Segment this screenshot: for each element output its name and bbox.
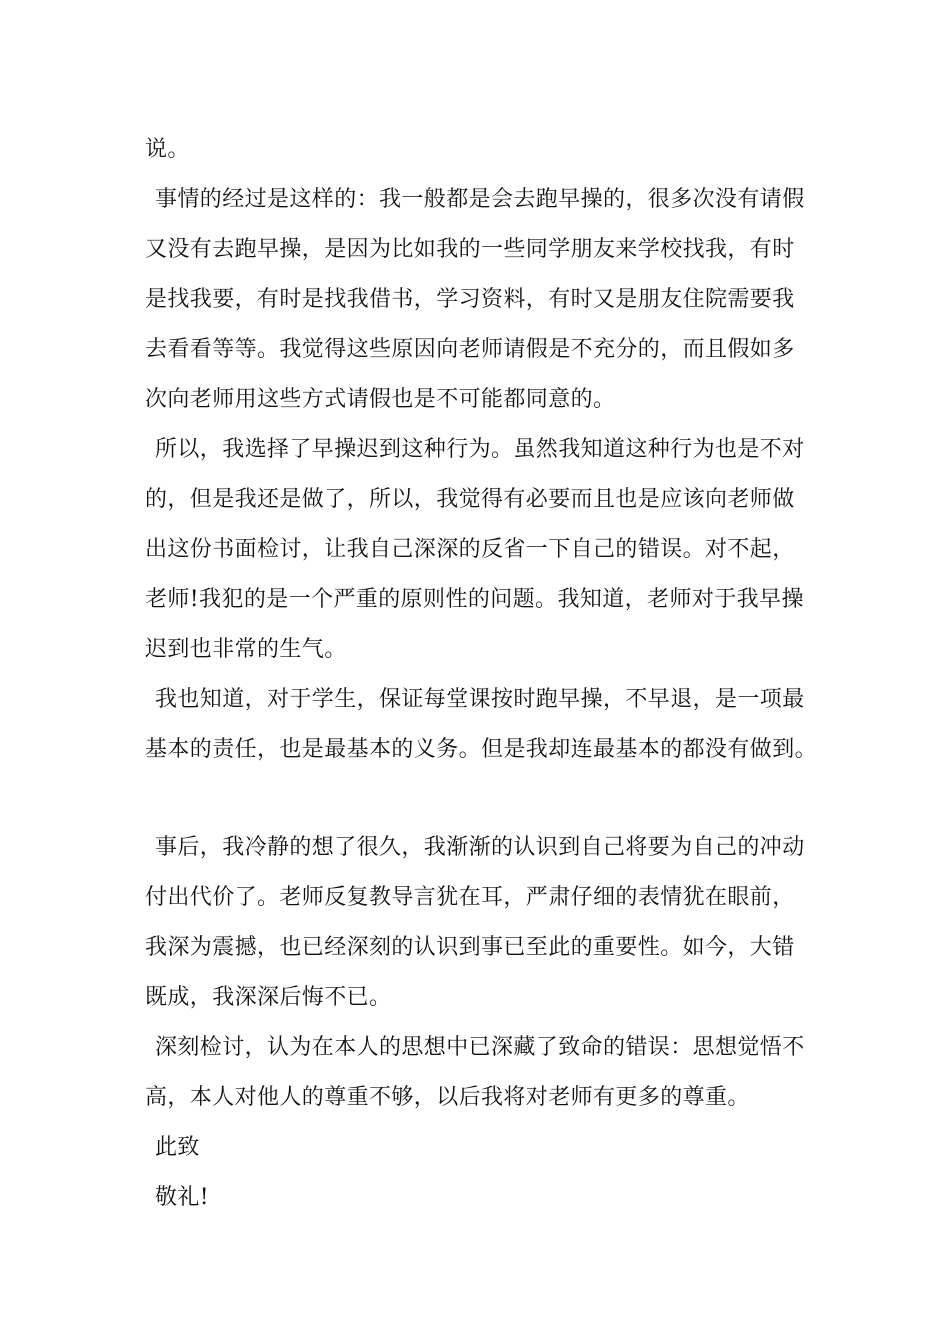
paragraph-start-line: 所以，我选择了早操迟到这种行为。虽然我知道这种行为也是不对 bbox=[155, 437, 805, 462]
text-line: 老师!我犯的是一个严重的原则性的问题。我知道，老师对于我早操 bbox=[145, 587, 804, 612]
text-line: 迟到也非常的生气。 bbox=[145, 637, 347, 662]
text-line: 说。 bbox=[145, 137, 190, 162]
closing-regards: 敬礼! bbox=[155, 1185, 210, 1210]
paragraph-start-line: 我也知道，对于学生，保证每堂课按时跑早操，不早退，是一项最 bbox=[155, 687, 805, 712]
paragraph-start-line: 事情的经过是这样的：我一般都是会去跑早操的，很多次没有请假 bbox=[155, 187, 805, 212]
closing-salutation: 此致 bbox=[155, 1135, 200, 1160]
paragraph-start-line: 事后，我冷静的想了很久，我渐渐的认识到自己将要为自己的冲动 bbox=[155, 835, 805, 860]
text-line: 是找我要，有时是找我借书，学习资料，有时又是朋友住院需要我 bbox=[145, 287, 795, 312]
text-line: 去看看等等。我觉得这些原因向老师请假是不充分的，而且假如多 bbox=[145, 337, 795, 362]
paragraph-start-line: 深刻检讨，认为在本人的思想中已深藏了致命的错误：思想觉悟不 bbox=[155, 1035, 805, 1060]
text-line: 高，本人对他人的尊重不够，以后我将对老师有更多的尊重。 bbox=[145, 1085, 750, 1110]
text-line: 我深为震撼，也已经深刻的认识到事已至此的重要性。如今，大错 bbox=[145, 935, 795, 960]
text-line: 又没有去跑早操，是因为比如我的一些同学朋友来学校找我，有时 bbox=[145, 237, 795, 262]
text-line: 基本的责任，也是最基本的义务。但是我却连最基本的都没有做到。 bbox=[145, 737, 818, 762]
text-line: 的，但是我还是做了，所以，我觉得有必要而且也是应该向老师做 bbox=[145, 487, 795, 512]
text-line: 出这份书面检讨，让我自己深深的反省一下自己的错误。对不起， bbox=[145, 537, 795, 562]
text-line: 付出代价了。老师反复教导言犹在耳，严肃仔细的表情犹在眼前， bbox=[145, 885, 795, 910]
text-line: 既成，我深深后悔不已。 bbox=[145, 985, 392, 1010]
text-line: 次向老师用这些方式请假也是不可能都同意的。 bbox=[145, 387, 616, 412]
